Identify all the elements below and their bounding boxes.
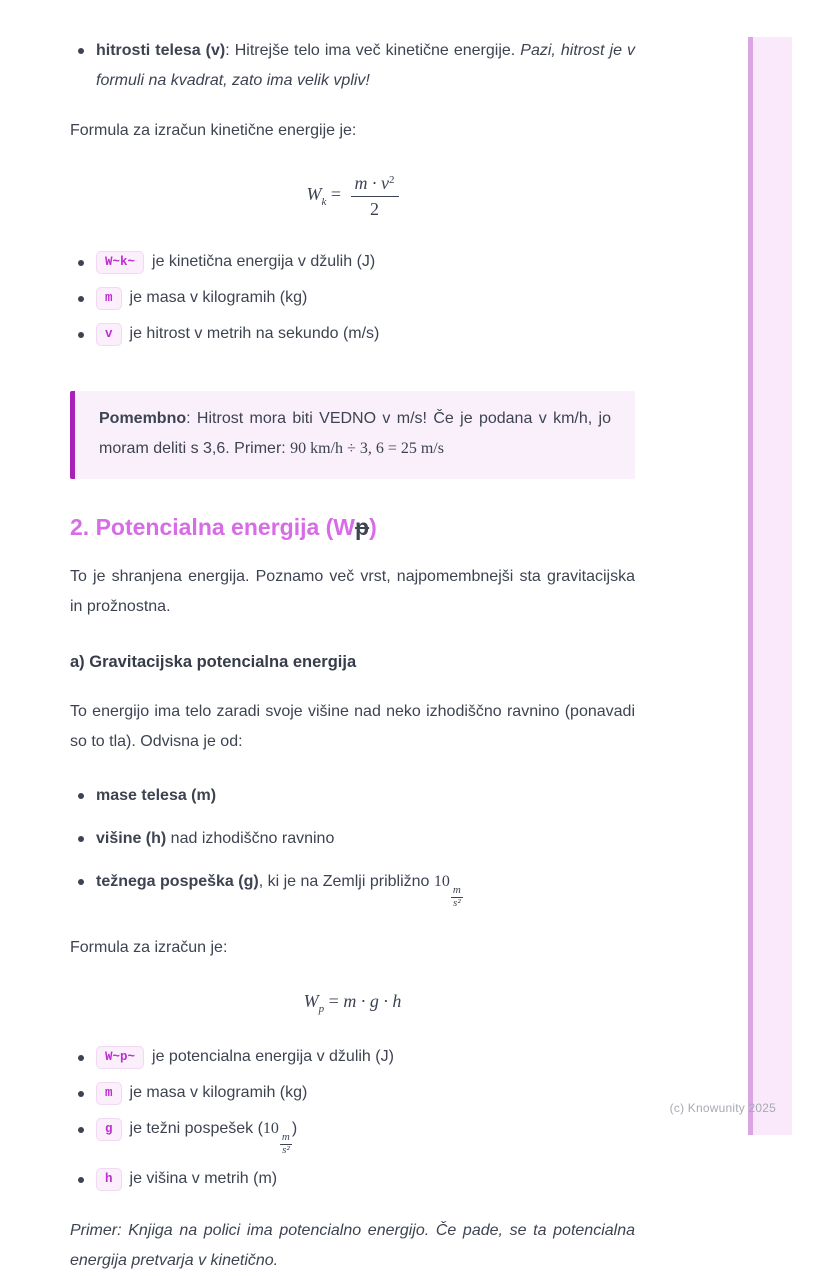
factor-mass (70, 781, 635, 811)
factor-rest: , ki je na Zemlji približno (258, 873, 434, 890)
factor-term: hitrosti telesa (v) (96, 42, 226, 59)
heading-close: ) (369, 514, 377, 540)
code-badge-wk: W~k~ (96, 251, 144, 274)
potential-formula-intro: Formula za izračun je: (70, 939, 228, 957)
legend-text: je višina v metrih (m) (129, 1170, 278, 1188)
section-heading-potential-energy (70, 512, 635, 542)
unit-denominator: s² (282, 1143, 290, 1156)
gravitational-description: To energijo ima telo zaradi svoje višine nad neko izhodiščno ravnino (ponavadi so to tla). Odvisna je od: (70, 703, 635, 750)
legend-text: je masa v kilogramih (kg) (129, 1084, 308, 1102)
legend-text: je potencialna energija v džulih (J) (152, 1048, 394, 1066)
callout-title: Pomembno (99, 410, 187, 427)
kinetic-energy-formula (70, 172, 635, 220)
callout-math-example: 90 km/h ÷ 3, 6 = 25 m/s (290, 440, 444, 457)
legend-text-post: ) (291, 1120, 298, 1138)
gravity-value: 10 (262, 1120, 279, 1138)
legend-text: je hitrost v metrih na sekundo (m/s) (129, 325, 380, 342)
kinetic-factor-speed (70, 36, 635, 96)
factor-term: mase telesa (m) (96, 787, 217, 804)
legend-item-wk (70, 248, 635, 275)
factor-term: težnega pospeška (g) (96, 873, 259, 890)
factor-term: višine (h) (96, 830, 167, 847)
code-badge-m: m (96, 287, 122, 310)
fraction-numerator (351, 172, 399, 197)
legend-item-wp (70, 1043, 635, 1070)
example-paragraph: Primer: Knjiga na polici ima potencialno energijo. Če pade, se ta potencialna energija pretvarja v kinetično. (70, 1222, 635, 1270)
code-badge-m: m (96, 1082, 122, 1105)
factor-rest: nad izhodiščno ravnino (166, 830, 335, 847)
copyright-notice: (c) Knowunity 2025 (669, 1101, 776, 1115)
callout-text (99, 404, 611, 464)
legend-item-v (70, 320, 635, 347)
potential-factors-list (70, 781, 635, 909)
formula-subscript-k: k (321, 196, 327, 209)
potential-legend-list (70, 1043, 635, 1192)
unit-numerator: m (281, 1131, 290, 1144)
numerator-expression: m · v (354, 173, 390, 193)
heading-subscript-p: p (355, 514, 370, 540)
unit-fraction-m-s2 (280, 1132, 292, 1156)
formula-symbol-W: W (306, 184, 322, 205)
kinetic-legend-list (70, 248, 635, 347)
factor-warning: Pazi, hitrost je v formuli na kvadrat, zato ima velik vpliv! (96, 42, 636, 89)
kinetic-formula-intro: Formula za izračun kinetične energije je: (70, 122, 357, 139)
legend-text-pre: je težni pospešek ( (129, 1120, 263, 1138)
formula-subscript-p: p (318, 1003, 325, 1016)
legend-item-g (70, 1115, 635, 1156)
formula-rhs: m · g · h (343, 991, 402, 1012)
important-callout (70, 391, 635, 479)
code-badge-v: v (96, 323, 122, 346)
factor-height (70, 824, 635, 854)
kinetic-factors-list (70, 36, 635, 96)
factor-text: : Hitrejše telo ima več kinetične energije. (225, 42, 521, 59)
code-badge-g: g (96, 1118, 122, 1141)
legend-item-m (70, 1079, 635, 1106)
unit-numerator: m (452, 884, 461, 896)
unit-fraction-m-s2 (451, 885, 463, 909)
legend-text: je masa v kilogramih (kg) (129, 289, 308, 306)
potential-energy-formula (70, 991, 635, 1015)
factor-gravity (70, 867, 635, 909)
heading-text: 2. Potencialna energija (W (70, 514, 356, 540)
code-badge-wp: W~p~ (96, 1046, 144, 1069)
fraction-denominator: 2 (370, 198, 380, 219)
formula-fraction (351, 172, 399, 220)
legend-item-h (70, 1165, 635, 1192)
subheading-gravitational: a) Gravitacijska potencialna energija (70, 653, 357, 671)
formula-symbol-W: W (303, 991, 319, 1012)
equals-sign: = (324, 991, 344, 1012)
numerator-exponent: 2 (389, 174, 395, 186)
equals-sign: = (326, 184, 346, 205)
legend-text: je kinetična energija v džulih (J) (152, 253, 376, 270)
code-badge-h: h (96, 1168, 122, 1191)
legend-item-m (70, 284, 635, 311)
callout-body: : Hitrost mora biti VEDNO v m/s! Če je podana v km/h, jo moram deliti s 3,6. Primer: (99, 410, 611, 457)
potential-intro: To je shranjena energija. Poznamo več vrst, najpomembnejši sta gravitacijska in prožnostna. (70, 568, 635, 615)
unit-denominator: s² (453, 896, 461, 909)
gravity-value: 10 (433, 873, 450, 890)
